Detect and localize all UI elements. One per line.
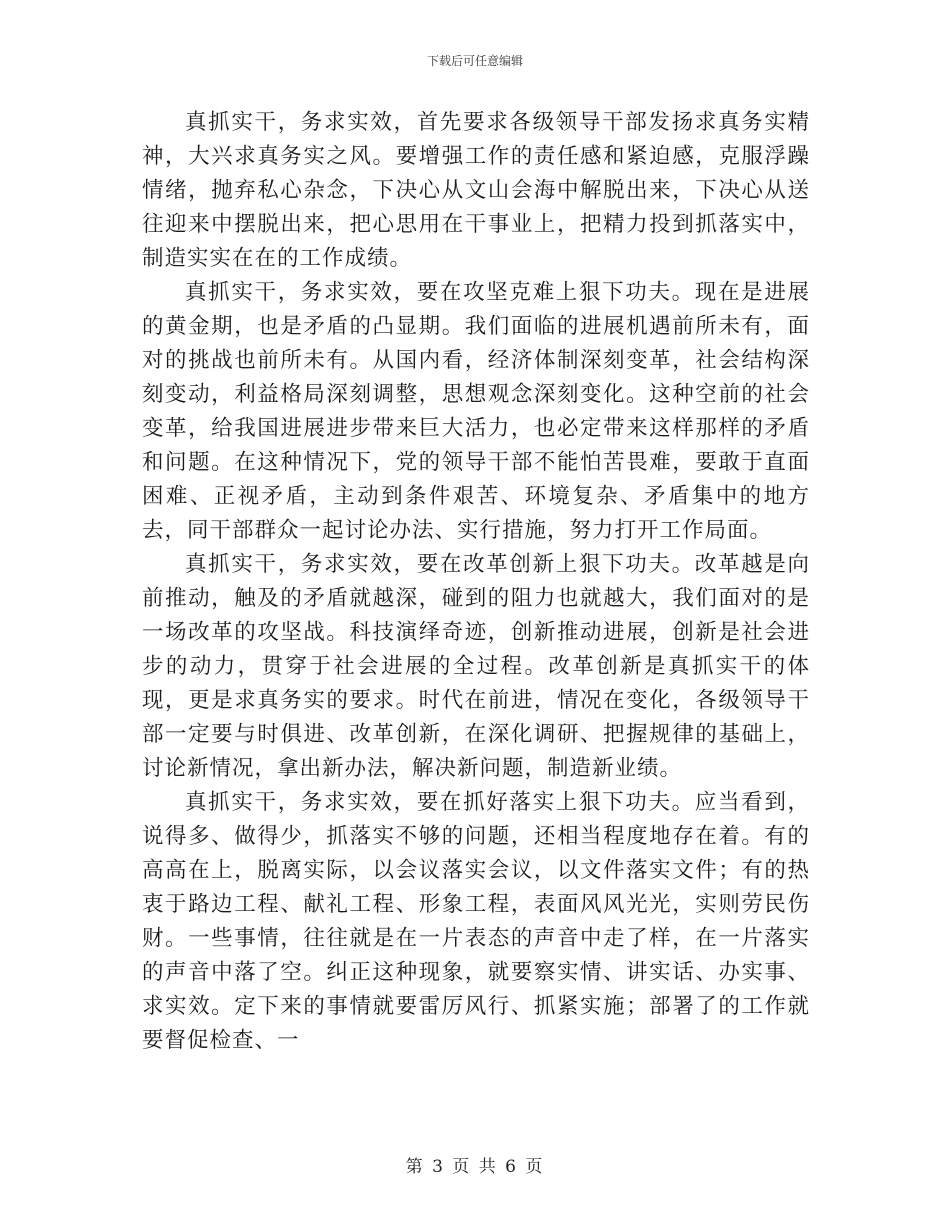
document-body [142, 106, 810, 1058]
paragraph-4: 真抓实干，务求实效，要在抓好落实上狠下功夫。应当看到，说得多、做得少，抓落实不够的问题，还相当程度地存在着。有的高高在上，脱离实际，以会议落实会议，以文件落实文件；有的热衷于路边工程、献礼工程、形象工程，表面风风光光，实则劳民伤财。一些事情，往往就是在一片表态的声音中走了样，在一片落实的声音中落了空。纠正这种现象，就要察实情、讲实话、办实事、求实效。定下来的事情就要雷厉风行、抓紧实施；部署了的工作就要督促检查、一 [142, 790, 810, 1053]
paragraph-3: 真抓实干，务求实效，要在改革创新上狠下功夫。改革越是向前推动，触及的矛盾就越深，碰到的阻力也就越大，我们面对的是一场改革的攻坚战。科技演绎奇迹，创新推动进展，创新是社会进步的动力，贯穿于社会进展的全过程。改革创新是真抓实干的体现，更是求真务实的要求。时代在前进，情况在变化，各级领导干部一定要与时俱进、改革创新，在深化调研、把握规律的基础上，讨论新情况，拿出新办法，解决新问题，制造新业绩。 [142, 552, 810, 781]
paragraph-2: 真抓实干，务求实效，要在攻坚克难上狠下功夫。现在是进展的黄金期，也是矛盾的凸显期。我们面临的进展机遇前所未有，面对的挑战也前所未有。从国内看，经济体制深刻变革，社会结构深刻变动，利益格局深刻调整，思想观念深刻变化。这种空前的社会变革，给我国进展进步带来巨大活力，也必定带来这样那样的矛盾和问题。在这种情况下，党的领导干部不能怕苦畏难，要敢于直面困难、正视矛盾，主动到条件艰苦、环境复杂、矛盾集中的地方去，同干部群众一起讨论办法、实行措施，努力打开工作局面。 [142, 280, 810, 543]
paragraph-1: 真抓实干，务求实效，首先要求各级领导干部发扬求真务实精神，大兴求真务实之风。要增强工作的责任感和紧迫感，克服浮躁情绪，抛弃私心杂念，下决心从文山会海中解脱出来，下决心从送往迎来中摆脱出来，把心思用在干事业上，把精力投到抓落实中，制造实实在在的工作成绩。 [142, 110, 810, 271]
page-header: 下载后可任意编辑 [426, 54, 523, 68]
page-footer: 第 3 页 共 6 页 [405, 1157, 545, 1177]
